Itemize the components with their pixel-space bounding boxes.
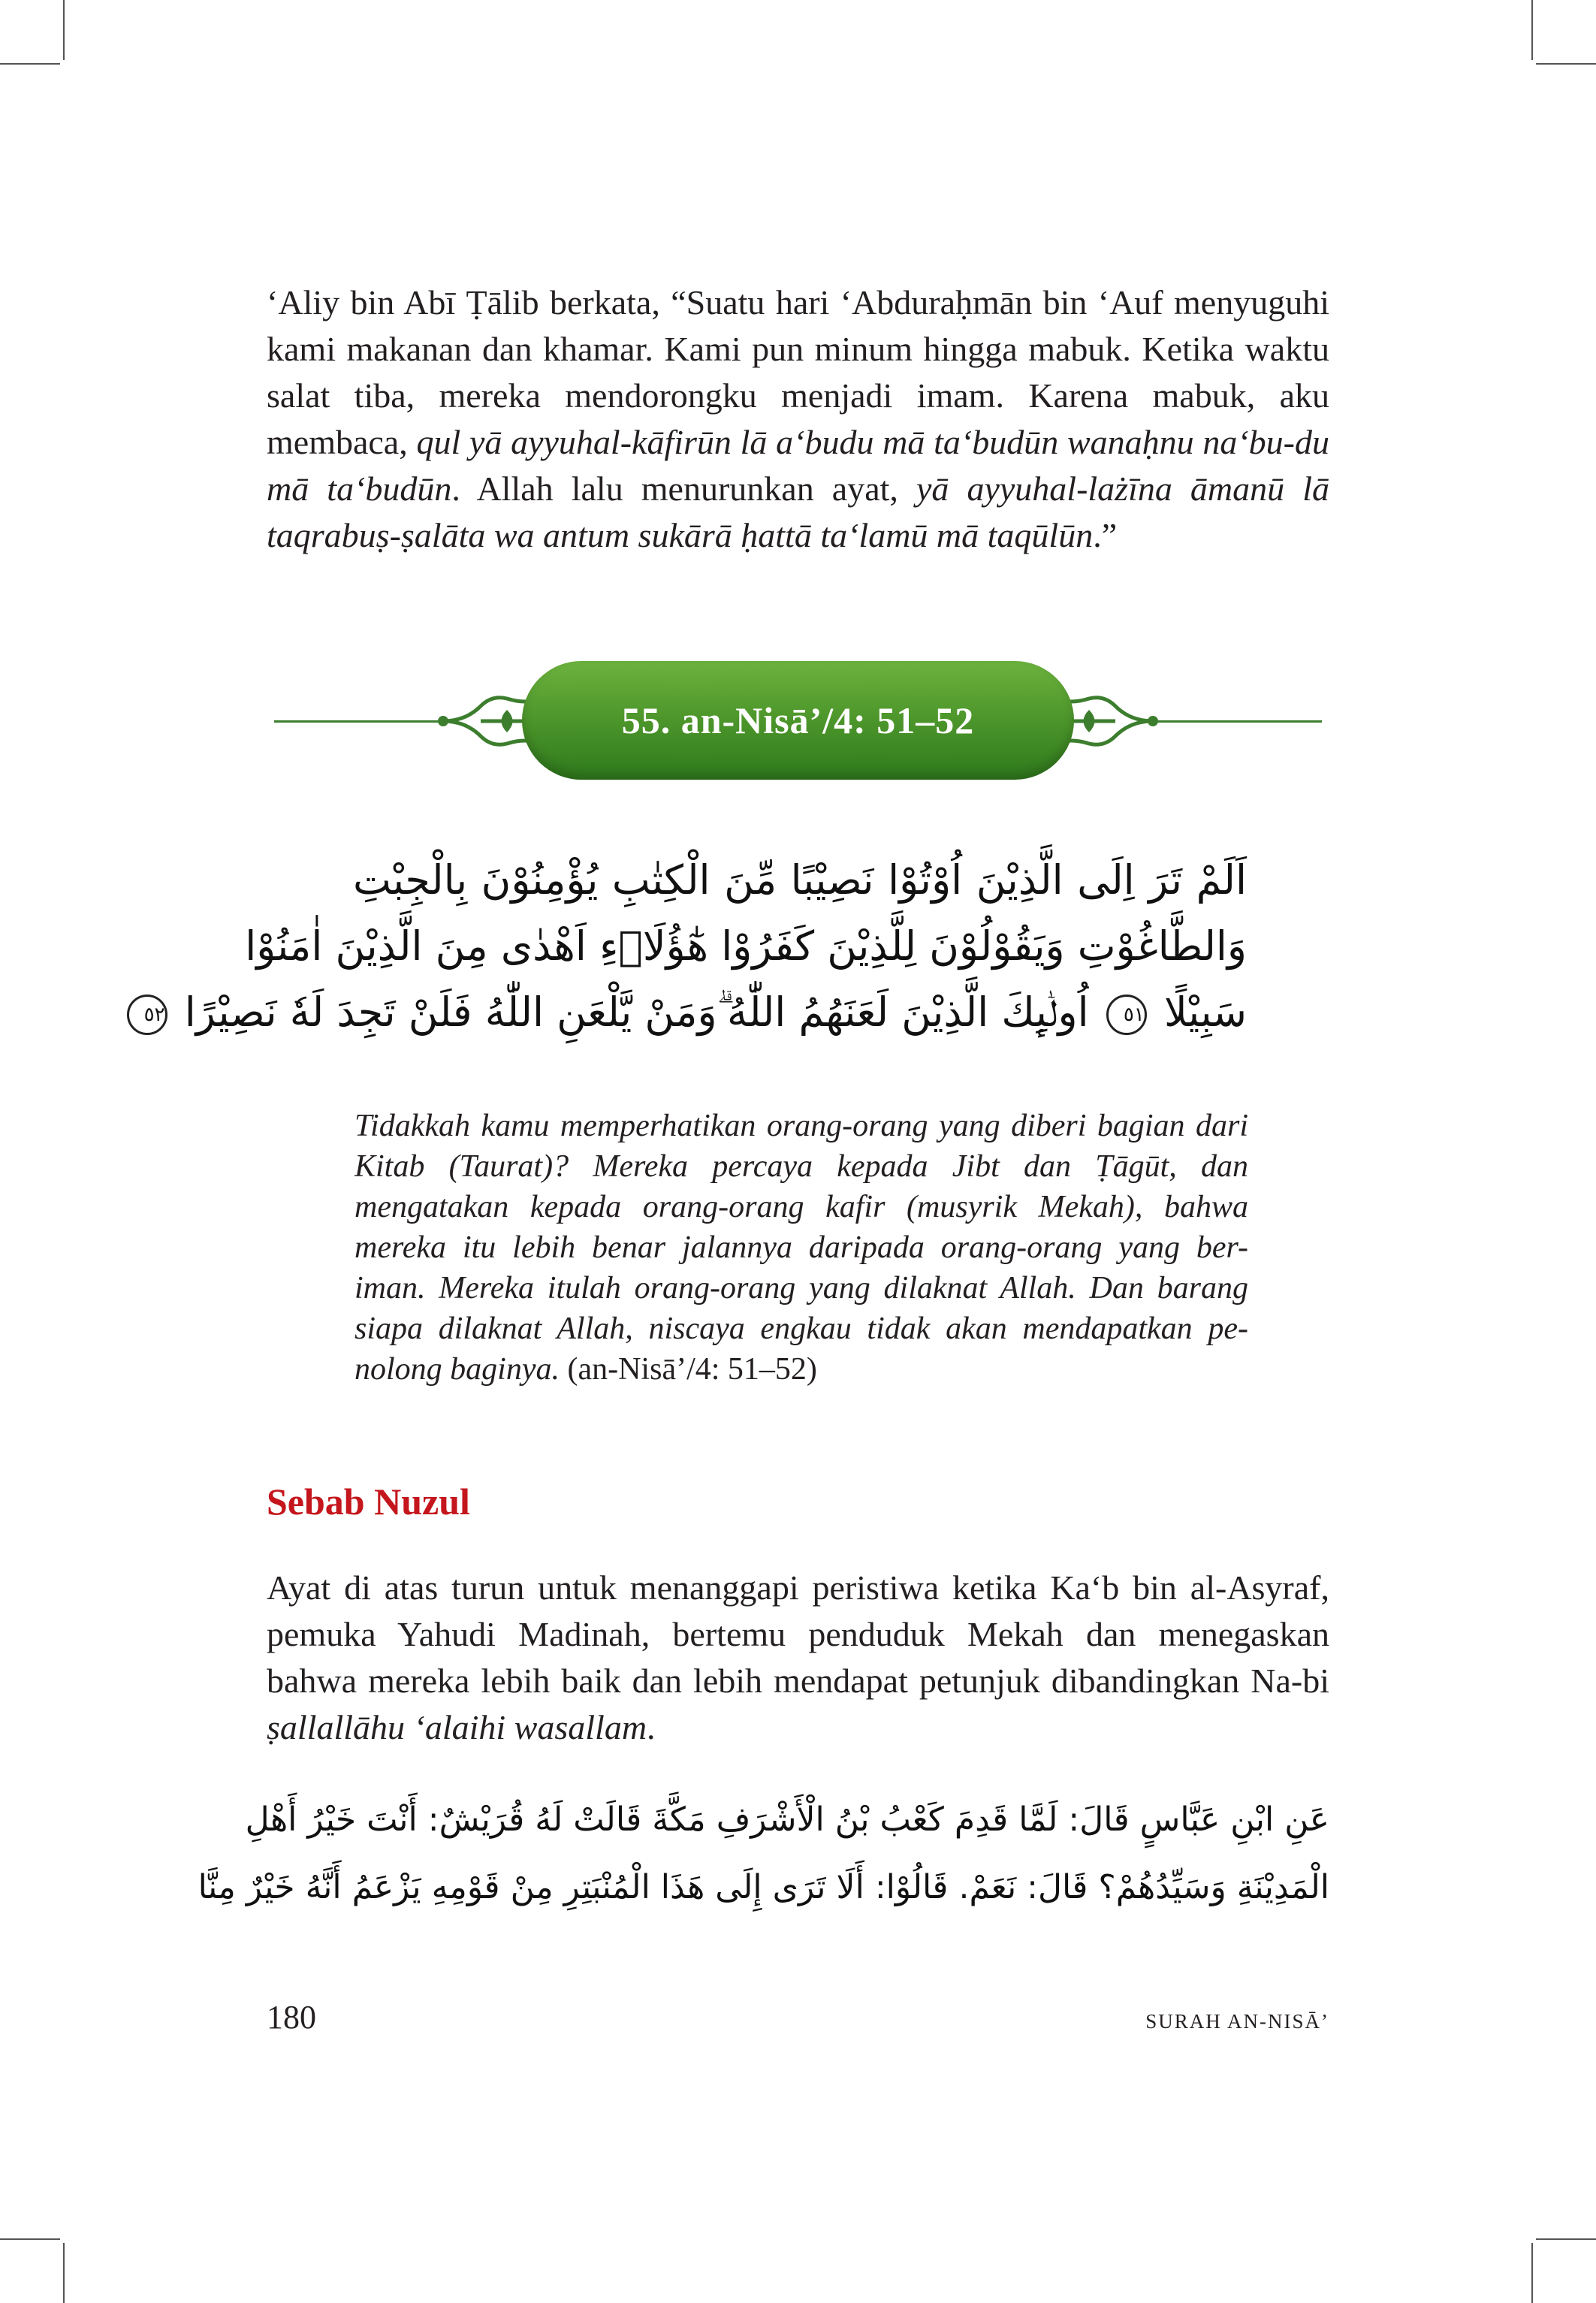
section-title-pill xyxy=(522,661,1074,780)
sebab-nuzul-paragraph xyxy=(267,1565,1329,1751)
arabic-phrase: اُولٰۤىِٕكَ الَّذِيْنَ لَعَنَهُمُ اللّٰهُ ۗوَمَنْ يَّلْعَنِ اللّٰهُ فَلَنْ تَجِدَ لَهٗ نَصِيْرًا xyxy=(184,989,1089,1036)
crop-mark xyxy=(1531,2243,1533,2303)
paragraph-text: . xyxy=(647,1708,656,1746)
opening-paragraph xyxy=(267,279,1329,559)
section-title: 55. an-Nisā’/4: 51–52 xyxy=(621,699,975,741)
ayah-number-marker: ٥١ xyxy=(1106,995,1147,1035)
crop-mark xyxy=(0,2238,60,2240)
crop-mark xyxy=(1536,2238,1596,2240)
verse-translation xyxy=(354,1106,1248,1390)
arabic-line xyxy=(143,979,1247,1046)
crop-mark xyxy=(63,0,65,60)
arabic-line: وَالطَّاغُوْتِ وَيَقُوْلُوْنَ لِلَّذِيْنَ كَفَرُوْا هٰٓؤُلَاۤءِ اَهْدٰى مِنَ الَّذِيْنَ اٰمَنُوْا xyxy=(245,922,1247,970)
crop-mark xyxy=(1536,63,1596,65)
ayah-number-marker: ٥٢ xyxy=(127,995,167,1035)
arabic-line: الْمَدِيْنَةِ وَسَيِّدُهُمْ؟ قَالَ: نَعَمْ. قَالُوْا: أَلَا تَرَى إِلَى هَذَا الْمُنْبَتِرِ مِنْ قَوْمِهِ يَزْعَمُ أَنَّهُ خَيْرٌ مِنَّا xyxy=(198,1868,1329,1906)
crop-mark xyxy=(1531,0,1533,60)
arabic-word: سَبِيْلًا xyxy=(1163,989,1247,1036)
verse-reference: (an-Nisā’/4: 51–52) xyxy=(559,1352,817,1387)
paragraph-text: Ayat di atas turun untuk menanggapi peristiwa ketika Kaʻb bin al-Asyraf, pemuka Yahudi Madinah, bertemu penduduk Mekah dan menegaskan bahwa mereka lebih baik dan lebih mendapat petunjuk dibandingkan Na-bi xyxy=(267,1568,1329,1700)
paragraph-text: ʻAliy bin Abī Ṭālib berkata, “Suatu hari ʻAbduraḥmān bin ʻAuf menyuguhi kami makanan dan khamar. Kami pun minum hingga mabuk. Ketika waktu salat tiba, mereka mendorongku menjadi imam. Karena mabuk, aku membaca, xyxy=(267,283,1329,461)
section-header xyxy=(274,661,1322,781)
arabic-line: اَلَمْ تَرَ اِلَى الَّذِيْنَ اُوْتُوْا نَصِيْبًا مِّنَ الْكِتٰبِ يُؤْمِنُوْنَ بِالْجِبْتِ xyxy=(353,856,1247,904)
section-heading: Sebab Nuzul xyxy=(267,1480,470,1523)
verse-arabic xyxy=(143,847,1247,1046)
translation-text: Tidakkah kamu memperhatikan orang-orang yang diberi bagian dari Kitab (Taurat)? Mereka percaya kepada Jibt dan Ṭāgūt, dan mengatakan kepada orang-orang kafir (musyrik Mekah), bahwa mereka itu lebih benar jalannya daripada orang-orang yang ber-iman. Mereka itulah orang-orang yang dilaknat Allah. Dan barang siapa dilaknat Allah, niscaya engkau tidak akan mendapatkan pe-nolong baginya. xyxy=(354,1109,1248,1387)
transliteration: qul yā ayyuhal-kāfirūn lā aʻbudu mā taʻbudūn wanaḥnu naʻbu-du mā taʻbudūn xyxy=(267,423,1329,508)
divider-line xyxy=(274,720,447,723)
honorific: ṣallallāhu ‘alaihi wasallam xyxy=(267,1708,647,1746)
crop-mark xyxy=(0,63,60,65)
hadith-arabic xyxy=(198,1786,1329,1921)
page-number: 180 xyxy=(267,1999,316,2036)
crop-mark xyxy=(63,2243,65,2303)
running-title: SURAH AN-NISĀ’ xyxy=(1145,2010,1329,2033)
transliteration: yā ayyuhal-lażīna āmanū lā taqrabuṣ-ṣalāta wa antum sukārā ḥattā taʻlamū mā taqūlūn xyxy=(267,469,1330,554)
arabic-line: عَنِ ابْنِ عَبَّاسٍ قَالَ: لَمَّا قَدِمَ كَعْبُ بْنُ الْأَشْرَفِ مَكَّةَ قَالَتْ لَهُ قُرَيْشٌ: أَنْتَ خَيْرُ أَهْلِ xyxy=(245,1800,1329,1839)
divider-line xyxy=(1149,720,1322,723)
paragraph-text: . Allah lalu menurunkan ayat, xyxy=(451,469,916,508)
paragraph-text: .” xyxy=(1093,516,1118,554)
